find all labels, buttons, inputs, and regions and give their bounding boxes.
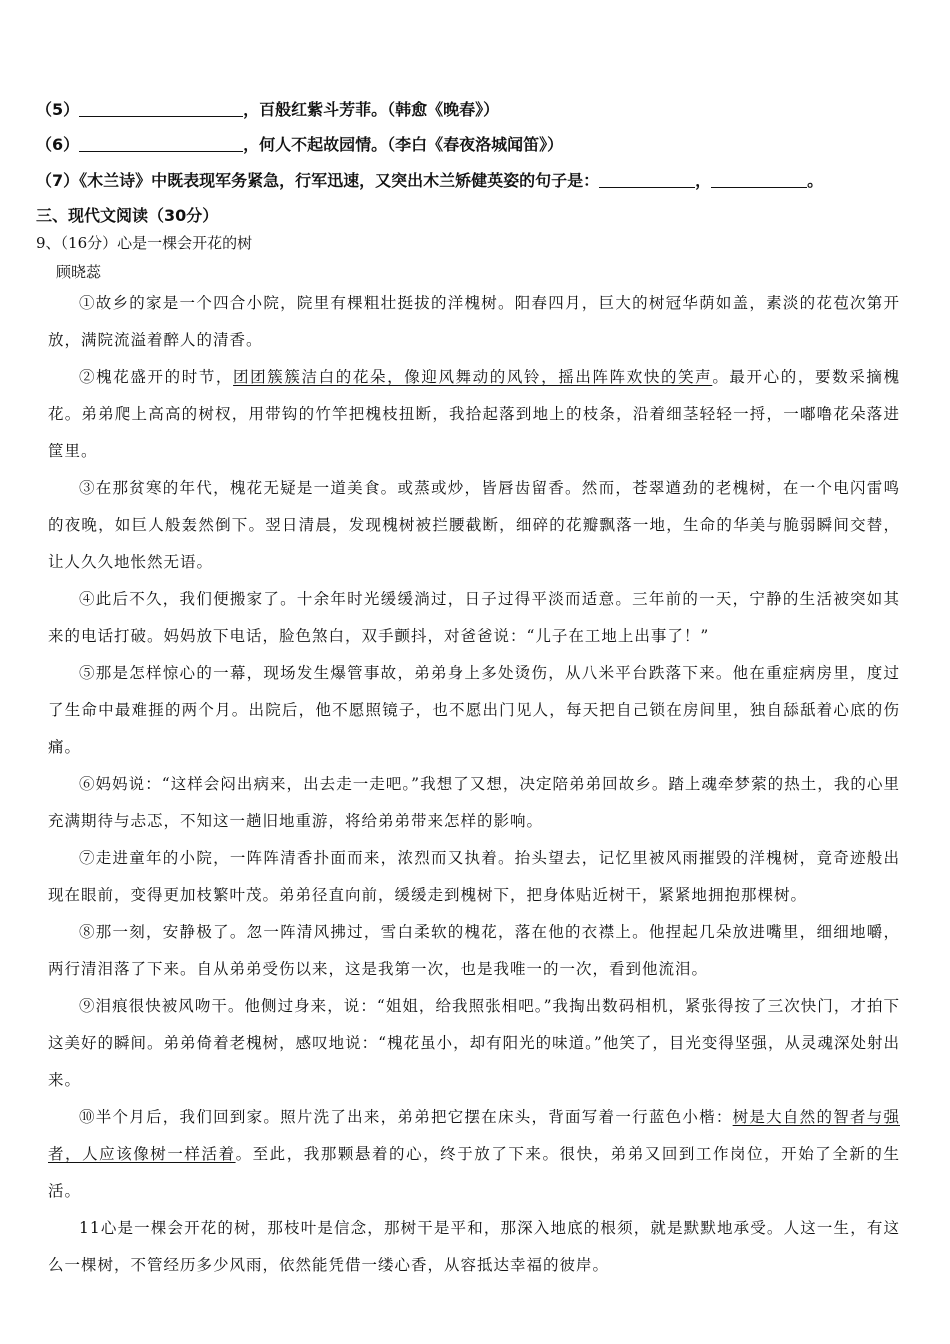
paragraph-10 [48,1099,900,1210]
article-header: 9、（16分）心是一棵会开花的树 [36,234,253,252]
question-7-end: 。 [807,171,824,190]
paragraph-10-start: ⑩半个月后，我们回到家。照片洗了出来，弟弟把它摆在床头，背面写着一行蓝色小楷： [79,1108,733,1126]
question-5-number: （5） [36,100,80,119]
paragraph-2-start: ②槐花盛开的时节， [79,368,234,386]
article-author: 顾晓蕊 [56,263,102,281]
article-body [48,285,900,1284]
paragraph-4: ④此后不久，我们便搬家了。十余年时光缓缓淌过，日子过得平淡而适意。三年前的一天，宁静的生活被突如其来的电话打破。妈妈放下电话，脸色煞白，双手颤抖，对爸爸说：“儿子在工地上出事了！” [48,590,900,645]
paragraph-5: ⑤那是怎样惊心的一幕，现场发生爆管事故，弟弟身上多处烫伤，从八米平台跌落下来。他在重症病房里，度过了生命中最难捱的两个月。出院后，他不愿照镜子，也不愿出门见人，每天把自己锁在房间里，独自舔舐着心底的伤痛。 [48,664,900,756]
question-6 [36,135,563,155]
question-7-separator: ， [695,171,712,190]
section-title: 三、现代文阅读（30分） [36,206,219,225]
paragraph-6: ⑥妈妈说：“这样会闷出病来，出去走一走吧。”我想了又想，决定陪弟弟回故乡。踏上魂牵梦萦的热土，我的心里充满期待与忐忑，不知这一趟旧地重游，将给弟弟带来怎样的影响。 [48,775,900,830]
question-5-text: ，百般红紫斗芳菲。（韩愈《晚春》） [243,100,500,119]
paragraph-3: ③在那贫寒的年代，槐花无疑是一道美食。或蒸或炒，皆唇齿留香。然而，苍翠遒劲的老槐树，在一个电闪雷鸣的夜晚，如巨人般轰然倒下。翌日清晨，发现槐树被拦腰截断，细碎的花瓣飘落一地，生命的华美与脆弱瞬间交替，让人久久地怅然无语。 [48,479,900,571]
paragraph-8: ⑧那一刻，安静极了。忽一阵清风拂过，雪白柔软的槐花，落在他的衣襟上。他捏起几朵放进嘴里，细细地嚼，两行清泪落了下来。自从弟弟受伤以来，这是我第一次，也是我唯一的一次，看到他流泪。 [48,923,900,978]
underlined-sentence-10: 树是大自然的智者与强者，人应该像树一样活着 [48,1108,900,1163]
answer-blank-7b[interactable] [711,171,807,188]
paragraph-2-end: 。最开心的，要数采摘槐花。弟弟爬上高高的树杈，用带钩的竹竿把槐枝扭断，我拾起落到地上的枝条，沿着细茎轻轻一捋，一嘟噜花朵落进筐里。 [48,368,900,460]
question-6-text: ，何人不起故园情。（李白《春夜洛城闻笛》） [243,135,564,154]
paragraph-10-end: 。至此，我那颗悬着的心，终于放了下来。很快，弟弟又回到工作岗位，开始了全新的生活。 [48,1145,900,1200]
paragraph-11: 11心是一棵会开花的树，那枝叶是信念，那树干是平和，那深入地底的根须，就是默默地承受。人这一生，有这么一棵树，不管经历多少风雨，依然能凭借一缕心香，从容抵达幸福的彼岸。 [48,1219,900,1274]
question-7 [36,171,823,191]
question-5 [36,100,499,120]
question-7-number: （7） [36,171,80,190]
paragraph-2 [48,359,900,470]
answer-blank-5[interactable] [79,100,243,117]
underlined-sentence-2: 团团簇簇洁白的花朵，像迎风舞动的风铃，摇出阵阵欢快的笑声 [233,368,713,386]
question-6-number: （6） [36,135,80,154]
paragraph-1: ①故乡的家是一个四合小院，院里有棵粗壮挺拔的洋槐树。阳春四月，巨大的树冠华荫如盖，素淡的花苞次第开放，满院流溢着醉人的清香。 [48,294,900,349]
paragraph-7: ⑦走进童年的小院，一阵阵清香扑面而来，浓烈而又执着。抬头望去，记忆里被风雨摧毁的洋槐树，竟奇迹般出现在眼前，变得更加枝繁叶茂。弟弟径直向前，缓缓走到槐树下，把身体贴近树干，紧紧地拥抱那棵树。 [48,849,900,904]
paragraph-9: ⑨泪痕很快被风吻干。他侧过身来，说：“姐姐，给我照张相吧。”我掏出数码相机，紧张得按了三次快门，才拍下这美好的瞬间。弟弟倚着老槐树，感叹地说：“槐花虽小，却有阳光的味道。”他笑了，目光变得坚强，从灵魂深处射出来。 [48,997,900,1089]
question-7-text: 《木兰诗》中既表现军务紧急，行军迅速，又突出木兰矫健英姿的句子是： [79,171,600,190]
answer-blank-6[interactable] [79,135,243,152]
answer-blank-7a[interactable] [599,171,695,188]
